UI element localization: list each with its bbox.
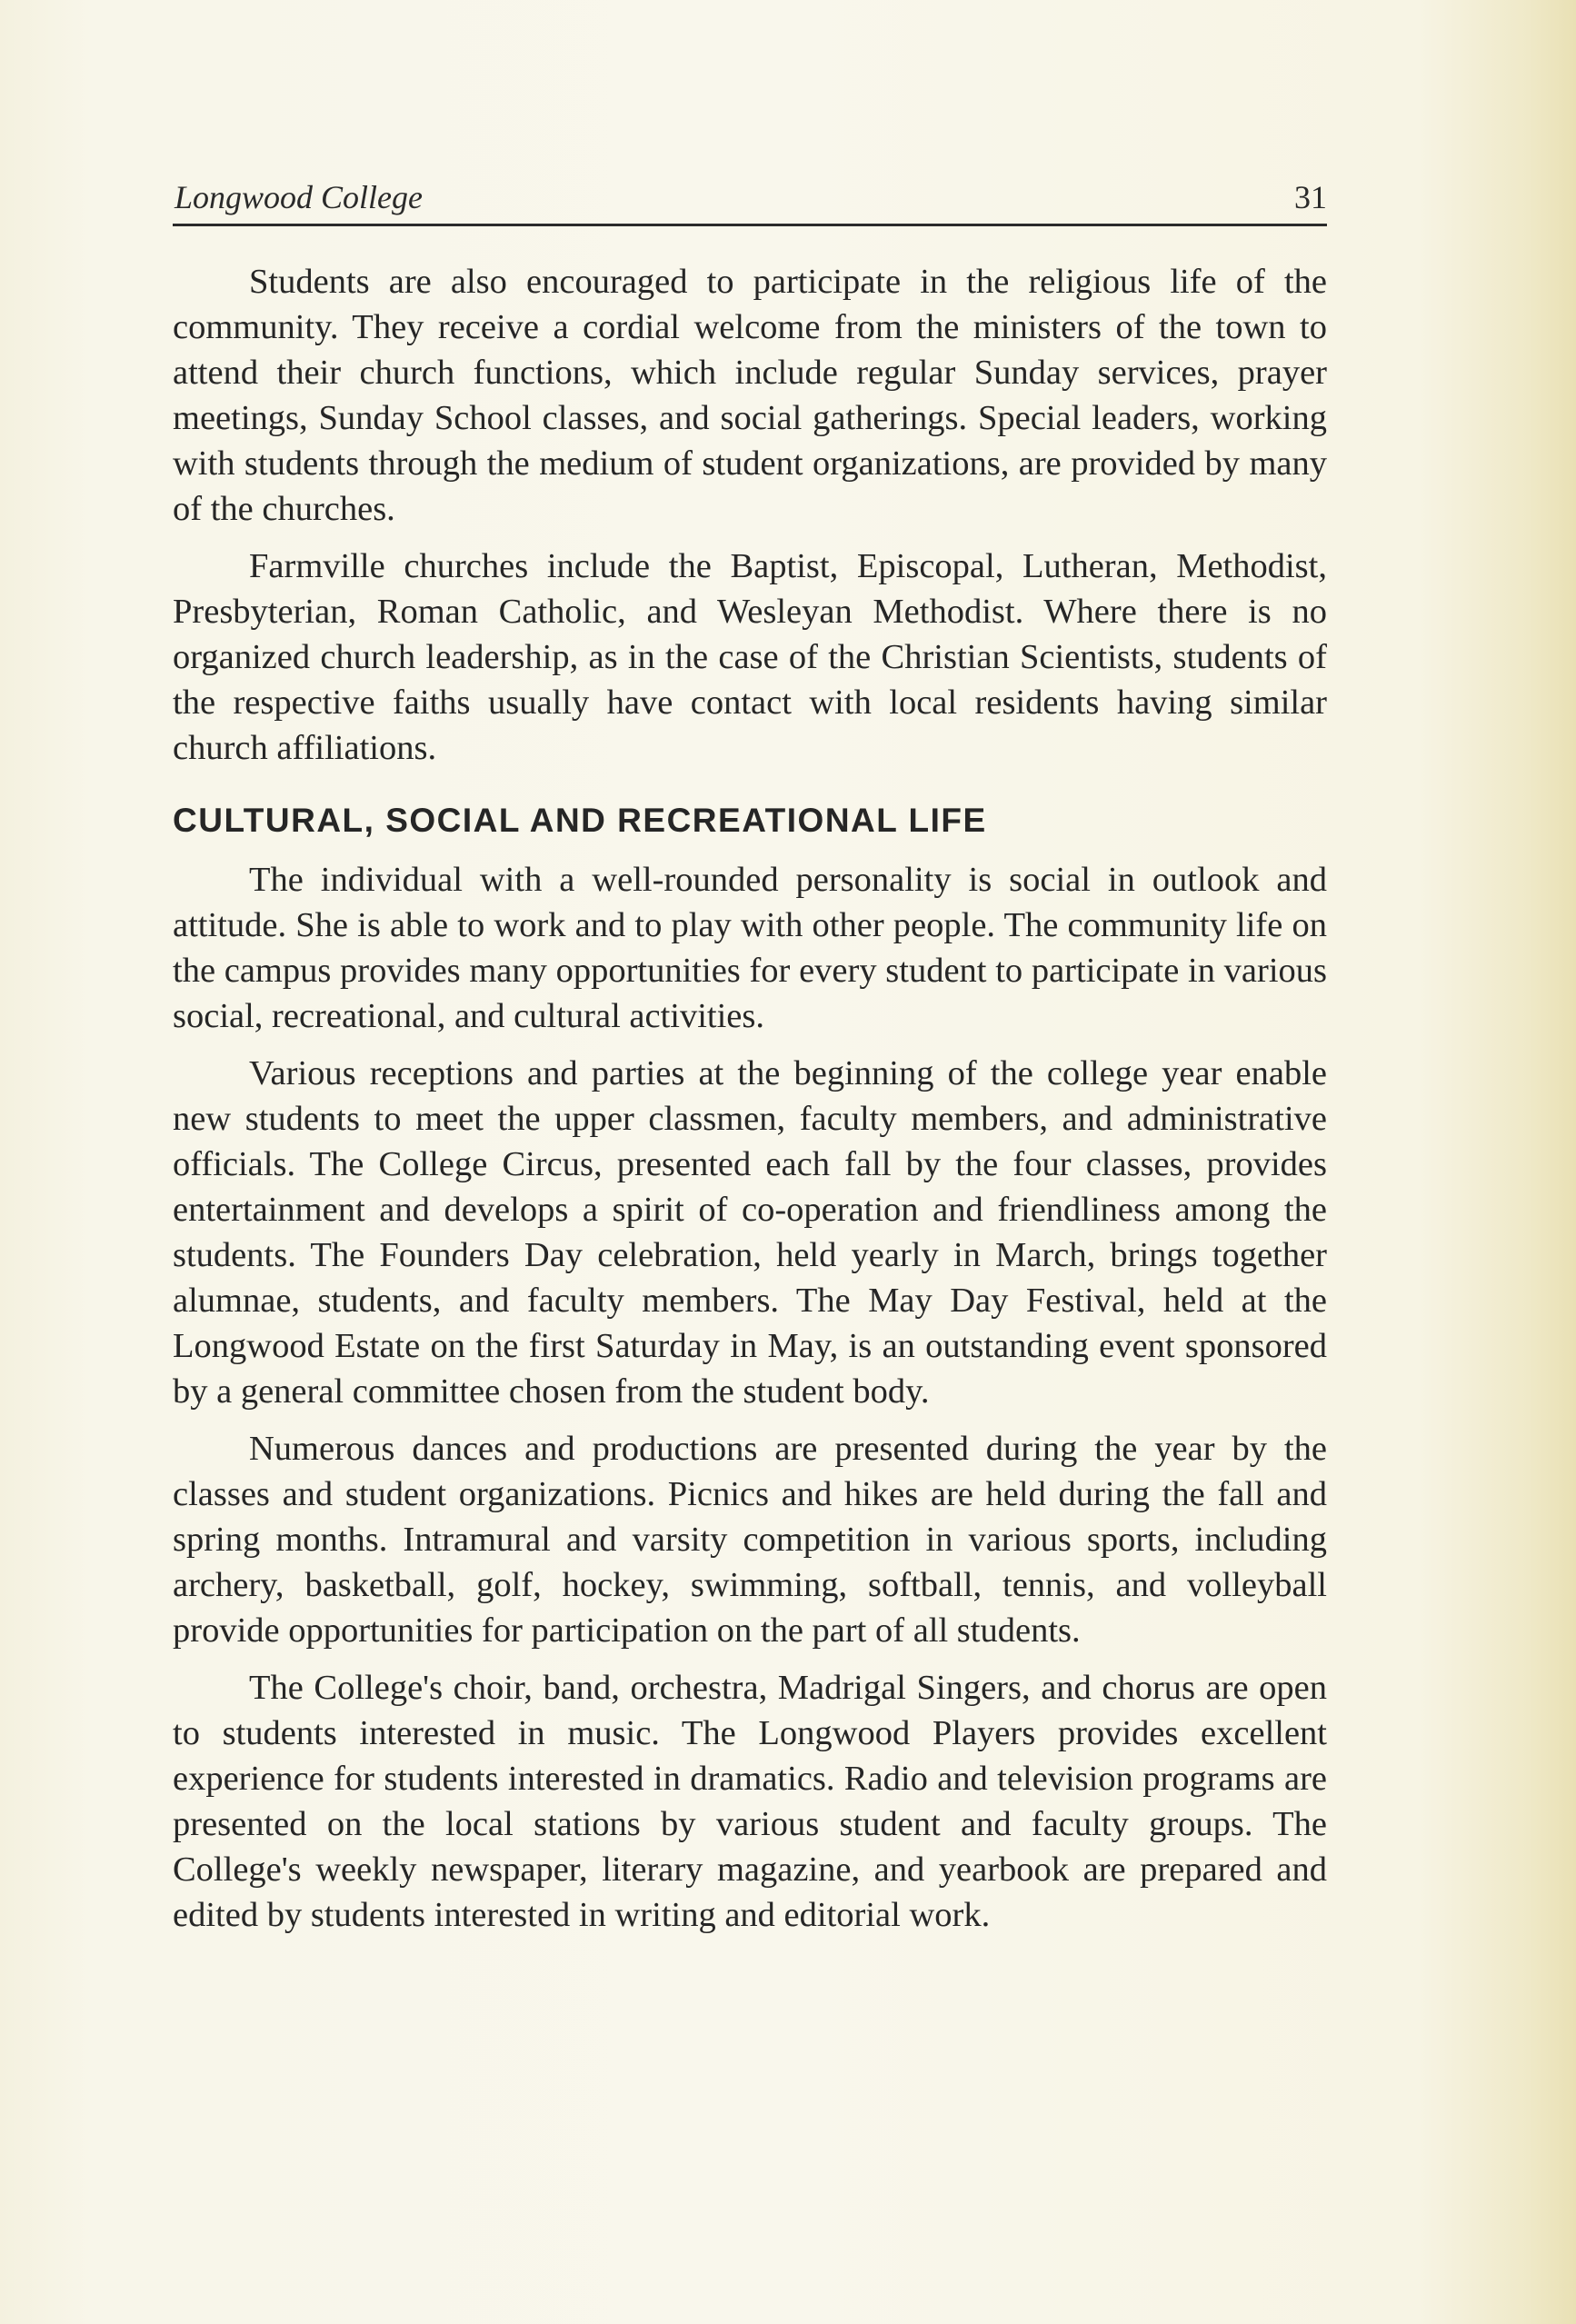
section-heading: CULTURAL, SOCIAL AND RECREATIONAL LIFE: [173, 802, 987, 839]
paragraph-dances-sports: Numerous dances and productions are presented during the year by the classes and student organizations. Picnics and hikes are held during the fall and spring months. Intramural and varsity competition in various sports, including archery, basketball, golf, hockey, swimming, softball, tennis, and volleyball provide opportunities for participation on the part of all students.: [173, 1430, 1327, 1650]
paragraph-receptions: Various receptions and parties at the beginning of the college year enable new students to meet the upper classmen, faculty members, and administrative officials. The College Circus, presented each fall by the four classes, provides entertainment and develops a spirit of co-operation and friendliness among the students. The Founders Day celebration, held yearly in March, brings together alumnae, students, and faculty members. The May Day Festival, held at the Longwood Estate on the first Saturday in May, is an outstanding event sponsored by a general committee chosen from the student body.: [173, 1054, 1327, 1411]
paragraph-farmville-churches: Farmville churches include the Baptist, Episcopal, Lutheran, Methodist, Presbyterian, Roman Catholic, and Wesleyan Methodist. Where there is no organized church leadership, as in the case of the Christian Scientists, students of the respective faiths usually have contact with local residents having similar church affiliations.: [173, 547, 1327, 767]
page-number: 31: [1294, 179, 1327, 215]
body-text: [173, 259, 1327, 1950]
running-title: Longwood College: [175, 179, 424, 215]
paragraph-religious-life: Students are also encouraged to participate in the religious life of the community. They receive a cordial welcome from the ministers of the town to attend their church functions, which include regular Sunday services, prayer meetings, Sunday School classes, and social gatherings. Special leaders, working with students through the medium of student organizations, are provided by many of the churches.: [173, 263, 1327, 528]
paragraph-personality: The individual with a well-rounded personality is social in outlook and attitude. She is able to work and to play with other people. The community life on the campus provides many opportunities for every student to participate in various social, recreational, and cultural activities.: [173, 861, 1327, 1035]
page-header: [173, 173, 1327, 226]
paragraph-music-dramatics: The College's choir, band, orchestra, Madrigal Singers, and chorus are open to students interested in music. The Longwood Players provides excellent experience for students interested in dramatics. Radio and television programs are presented on the local stations by various student and faculty groups. The College's weekly newspaper, literary magazine, and yearbook are prepared and edited by students interested in writing and editorial work.: [173, 1669, 1327, 1934]
